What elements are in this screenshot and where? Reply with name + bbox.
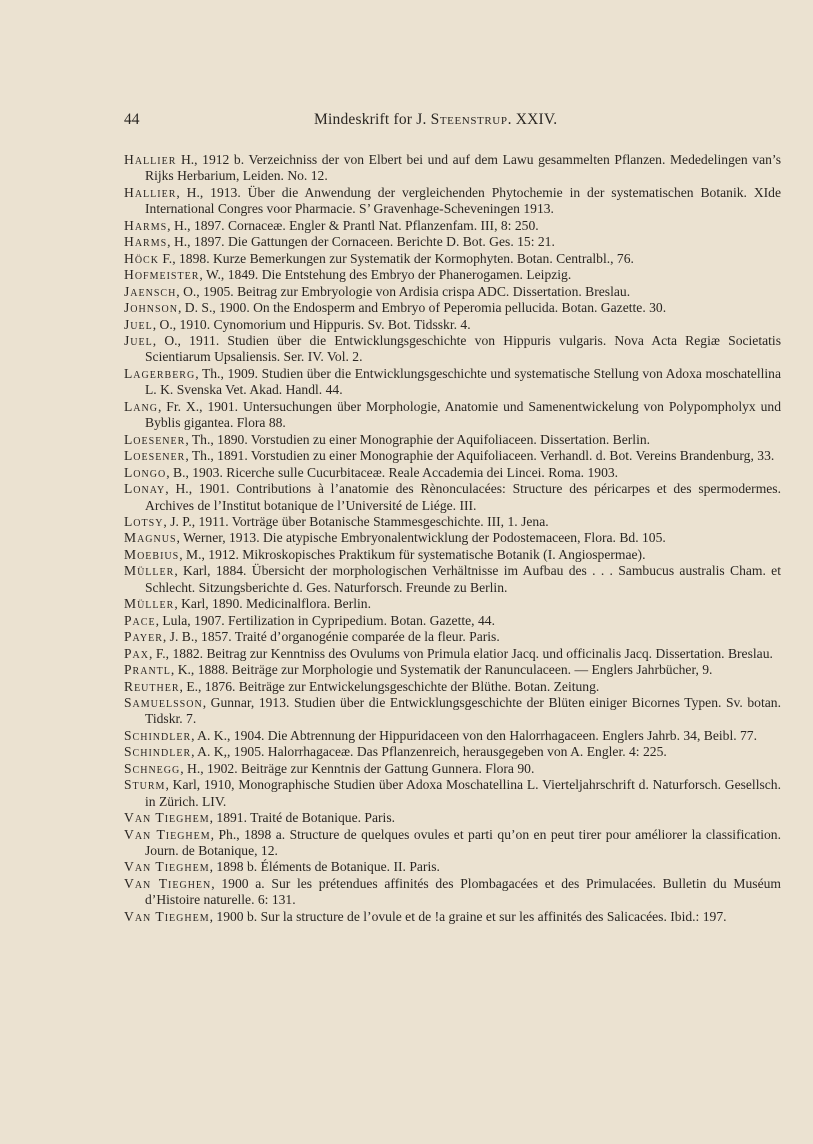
reference-entry: [124, 514, 781, 530]
reference-entry: [124, 695, 781, 728]
reference-author: Moebius: [124, 546, 180, 562]
reference-entry: [124, 234, 781, 250]
reference-text: , Th., 1890. Vorstudien zu einer Monographie der Aquifoliaceen. Dissertation. Berlin.: [185, 431, 651, 447]
reference-entry: [124, 481, 781, 514]
reference-text: , 1900 b. Sur la structure de l’ovule et de !a graine et sur les affinités des Salicacées. Ibid.: 197.: [209, 908, 727, 924]
reference-entry: [124, 152, 781, 185]
reference-author: Harms: [124, 217, 168, 233]
reference-list: [124, 152, 781, 925]
reference-text: H., 1912 b. Verzeichniss der von Elbert bei und auf dem Lawu gesammelten Pflanzen. Mededelingen van’s Rijks Herbarium, Leiden. No. 12.: [145, 152, 781, 184]
reference-text: , H., 1897. Die Gattungen der Cornaceen. Berichte D. Bot. Ges. 15: 21.: [167, 234, 555, 250]
reference-entry: [124, 399, 781, 432]
reference-author: Müller: [124, 596, 175, 612]
reference-text: , O., 1910. Cynomorium und Hippuris. Sv. Bot. Tidsskr. 4.: [152, 316, 471, 332]
reference-entry: [124, 596, 781, 612]
reference-author: Hallier: [124, 184, 177, 200]
reference-author: Höck: [124, 250, 159, 266]
reference-author: Müller: [124, 563, 175, 579]
reference-text: , Th., 1891. Vorstudien zu einer Monographie der Aquifoliaceen. Verhandl. d. Bot. Vereins Brandenburg, 33.: [185, 448, 775, 464]
reference-text: , O., 1911. Studien über die Entwicklungsgeschichte von Hippuris vulgaris. Nova Acta Regiæ Societatis Scientiarum Upsaliensis. Ser. IV. Vol. 2.: [145, 332, 781, 365]
reference-author: Samuelsson: [124, 694, 203, 710]
reference-text: , H., 1902. Beiträge zur Kenntnis der Gattung Gunnera. Flora 90.: [180, 760, 535, 776]
reference-entry: [124, 448, 781, 464]
reference-author: Van Tieghem: [124, 859, 210, 875]
reference-author: Schindler: [124, 727, 192, 743]
reference-entry: [124, 547, 781, 563]
reference-entry: [124, 317, 781, 333]
reference-author: Lonay: [124, 481, 166, 497]
reference-entry: [124, 251, 781, 267]
reference-entry: [124, 267, 781, 283]
reference-author: Van Tieghem: [124, 908, 210, 924]
reference-entry: [124, 662, 781, 678]
reference-author: Hallier: [124, 152, 177, 167]
reference-text: , B., 1903. Ricerche sulle Cucurbitaceæ. Reale Accademia dei Lincei. Roma. 1903.: [166, 464, 619, 480]
reference-text: , Werner, 1913. Die atypische Embryonalentwicklung der Podostemaceen, Flora. Bd. 105.: [176, 530, 666, 546]
reference-entry: [124, 366, 781, 399]
reference-text: , Th., 1909. Studien über die Entwicklungsgeschichte und systematische Stellung von Adoxa moschatellina L. K. Svenska Vet. Akad. Handl. 44.: [145, 365, 781, 398]
reference-author: Lang: [124, 398, 158, 414]
reference-author: Pace: [124, 612, 156, 628]
reference-entry: [124, 728, 781, 744]
reference-author: Loesener: [124, 448, 186, 464]
reference-entry: [124, 284, 781, 300]
reference-text: , W., 1849. Die Entstehung des Embryo der Phanerogamen. Leipzig.: [199, 267, 572, 283]
reference-author: Schnegg: [124, 760, 181, 776]
reference-entry: [124, 876, 781, 909]
reference-text: , F., 1882. Beitrag zur Kenntniss des Ovulums von Primula elatior Jacq. und officinalis Jacq. Dissertation. Breslau.: [149, 645, 773, 661]
reference-entry: [124, 777, 781, 810]
running-title-suffix: . XXIV.: [507, 111, 558, 128]
reference-text: , H., 1897. Cornaceæ. Engler & Prantl Nat. Pflanzenfam. III, 8: 250.: [167, 217, 539, 233]
reference-text: , E., 1876. Beiträge zur Entwickelungsgeschichte der Blüthe. Botan. Zeitung.: [179, 678, 600, 694]
reference-author: Van Tieghem: [124, 810, 210, 826]
reference-entry: [124, 810, 781, 826]
reference-author: Sturm: [124, 777, 166, 793]
reference-entry: [124, 613, 781, 629]
reference-entry: [124, 563, 781, 596]
reference-text: , Karl, 1884. Übersicht der morphologischen Verhältnisse im Aufbau des . . . Sambucus australis Cham. et Schlecht. Sitzungsberichte d. Ges. Naturforsch. Freunde zu Berlin.: [145, 563, 781, 595]
reference-author: Reuther: [124, 678, 180, 694]
reference-text: , Ph., 1898 a. Structure de quelques ovules et parti qu’on en peut tirer pour améliorer la classification. Journ. de Botanique, 12.: [145, 826, 781, 859]
reference-text: , K., 1888. Beiträge zur Morphologie und Systematik der Ranunculaceen. — Englers Jahrbücher, 9.: [170, 662, 713, 678]
reference-text: , D. S., 1900. On the Endosperm and Embryo of Peperomia pellucida. Botan. Gazette. 30.: [177, 300, 667, 316]
running-title: [314, 111, 557, 129]
reference-entry: [124, 761, 781, 777]
reference-entry: [124, 465, 781, 481]
running-title-name: Steenstrup: [430, 111, 508, 128]
reference-entry: [124, 530, 781, 546]
running-title-prefix: Mindeskrift for J.: [314, 111, 431, 128]
reference-text: , Karl, 1890. Medicinalflora. Berlin.: [174, 596, 371, 612]
reference-text: , O., 1905. Beitrag zur Embryologie von Ardisia crispa ADC. Dissertation. Breslau.: [176, 283, 631, 299]
reference-author: Hofmeister: [124, 267, 200, 283]
reference-entry: [124, 629, 781, 645]
reference-author: Pax: [124, 645, 150, 661]
reference-author: Magnus: [124, 530, 177, 546]
reference-entry: [124, 432, 781, 448]
reference-text: , 1891. Traité de Botanique. Paris.: [209, 810, 396, 826]
reference-author: Lotsy: [124, 513, 164, 529]
reference-entry: [124, 300, 781, 316]
reference-text: , 1898 b. Éléments de Botanique. II. Paris.: [209, 859, 440, 875]
reference-author: Harms: [124, 234, 168, 250]
reference-author: Juel: [124, 316, 153, 332]
reference-author: Van Tieghem: [124, 826, 211, 842]
reference-entry: [124, 646, 781, 662]
reference-author: Prantl: [124, 662, 171, 678]
reference-text: , M., 1912. Mikroskopisches Praktikum für systematische Botanik (I. Angiospermae).: [179, 546, 646, 562]
reference-entry: [124, 859, 781, 875]
reference-entry: [124, 333, 781, 366]
reference-text: , A. K,, 1905. Halorrhagaceæ. Das Pflanzenreich, herausgegeben von A. Engler. 4: 225.: [191, 744, 667, 760]
reference-text: , A. K., 1904. Die Abtrennung der Hippuridaceen von den Halorrhagaceen. Englers Jahrb. 34, Beibl. 77.: [191, 727, 758, 743]
reference-entry: [124, 909, 781, 925]
reference-text: , Fr. X., 1901. Untersuchungen über Morphologie, Anatomie und Samenentwickelung von Polypompholyx und Byblis gigantea. Flora 88.: [145, 398, 781, 431]
reference-text: , H., 1901. Contributions à l’anatomie des Rènonculacées: Structure des péricarpes et des spermodermes. Archives de l’Institut botanique de l’Université de Liége. III.: [145, 481, 781, 513]
reference-entry: [124, 744, 781, 760]
reference-author: Van Tieghen: [124, 875, 212, 891]
reference-text: , Gunnar, 1913. Studien über die Entwicklungsgeschichte der Blüten einiger Bicornes Typen. Sv. botan. Tidskr. 7.: [145, 694, 781, 727]
reference-entry: [124, 679, 781, 695]
reference-author: Johnson: [124, 300, 178, 316]
reference-author: Longo: [124, 464, 167, 480]
reference-text: , Karl, 1910, Monographische Studien über Adoxa Moschatellina L. Vierteljahrschrift d. Naturforsch. Gesellsch. in Zürich. LIV.: [145, 777, 781, 809]
reference-author: Lagerberg: [124, 365, 196, 381]
reference-text: , J. P., 1911. Vorträge über Botanische Stammesgeschichte. III, 1. Jena.: [163, 513, 549, 529]
reference-text: , Lula, 1907. Fertilization in Cypripedium. Botan. Gazette, 44.: [155, 612, 495, 628]
reference-text: , 1900 a. Sur les prétendues affinités des Plombagacées et des Primulacées. Bulletin du Muséum d’Histoire naturelle. 6: 131.: [145, 875, 781, 908]
reference-author: Jaensch: [124, 283, 177, 299]
running-header: [124, 111, 781, 135]
reference-author: Loesener: [124, 431, 186, 447]
reference-entry: [124, 218, 781, 234]
page-number: 44: [124, 111, 140, 128]
reference-text: , H., 1913. Über die Anwendung der vergleichenden Phytochemie in der systematischen Botanik. XIde International Congres voor Pharmacie. S’ Gravenhage-Scheveningen 1913.: [145, 184, 781, 217]
reference-text: F., 1898. Kurze Bemerkungen zur Systematik der Kormophyten. Botan. Centralbl., 76.: [158, 250, 634, 266]
reference-author: Schindler: [124, 744, 192, 760]
reference-entry: [124, 827, 781, 860]
reference-author: Payer: [124, 629, 163, 645]
reference-text: , J. B., 1857. Traité d’organogénie comparée de la fleur. Paris.: [162, 629, 500, 645]
reference-author: Juel: [124, 332, 153, 348]
reference-entry: [124, 185, 781, 218]
